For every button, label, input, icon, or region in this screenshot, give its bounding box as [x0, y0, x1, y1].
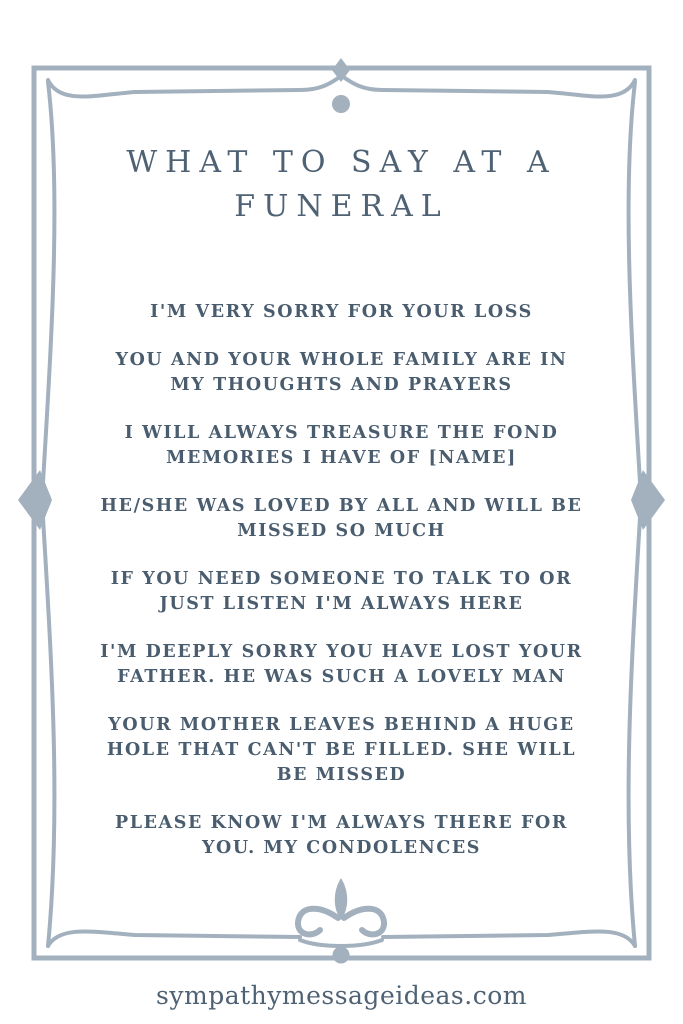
list-item — [70, 811, 613, 861]
list-item — [70, 300, 613, 325]
message-line: HE/SHE WAS LOVED BY ALL AND WILL BE — [100, 496, 583, 516]
message-line: I WILL ALWAYS TREASURE THE FOND — [124, 423, 559, 443]
list-item — [70, 713, 613, 788]
list-item — [70, 421, 613, 471]
footer-website-url: sympathymessageideas.com — [156, 981, 527, 1010]
message-line: BE MISSED — [276, 765, 407, 785]
list-item — [70, 348, 613, 398]
message-line: PLEASE KNOW I'M ALWAYS THERE FOR — [114, 813, 569, 833]
diamond-ornament-icon — [18, 470, 52, 530]
diamond-ornament-icon — [631, 470, 665, 530]
message-line: HOLE THAT CAN'T BE FILLED. SHE WILL — [106, 740, 577, 760]
list-item — [70, 567, 613, 617]
message-line: FATHER. HE WAS SUCH A LOVELY MAN — [117, 667, 566, 687]
list-item — [70, 494, 613, 544]
message-list — [70, 300, 613, 884]
message-line: I'M VERY SORRY FOR YOUR LOSS — [150, 302, 533, 322]
list-item — [70, 640, 613, 690]
message-line: YOU AND YOUR WHOLE FAMILY ARE IN — [115, 350, 568, 370]
message-line: I'M DEEPLY SORRY YOU HAVE LOST YOUR — [100, 642, 583, 662]
message-line: YOUR MOTHER LEAVES BEHIND A HUGE — [108, 715, 575, 735]
message-line: MY THOUGHTS AND PRAYERS — [170, 375, 513, 395]
page-title-line-2: FUNERAL — [234, 189, 449, 224]
message-line: MISSED SO MUCH — [237, 521, 446, 541]
message-line: YOU. MY CONDOLENCES — [201, 838, 482, 858]
message-line: MEMORIES I HAVE OF [NAME] — [166, 448, 517, 468]
page-title-line-1: WHAT TO SAY AT A — [126, 145, 557, 180]
message-line: IF YOU NEED SOMEONE TO TALK TO OR — [110, 569, 573, 589]
message-line: JUST LISTEN I'M ALWAYS HERE — [159, 594, 524, 614]
fleur-de-lis-icon — [298, 880, 384, 963]
